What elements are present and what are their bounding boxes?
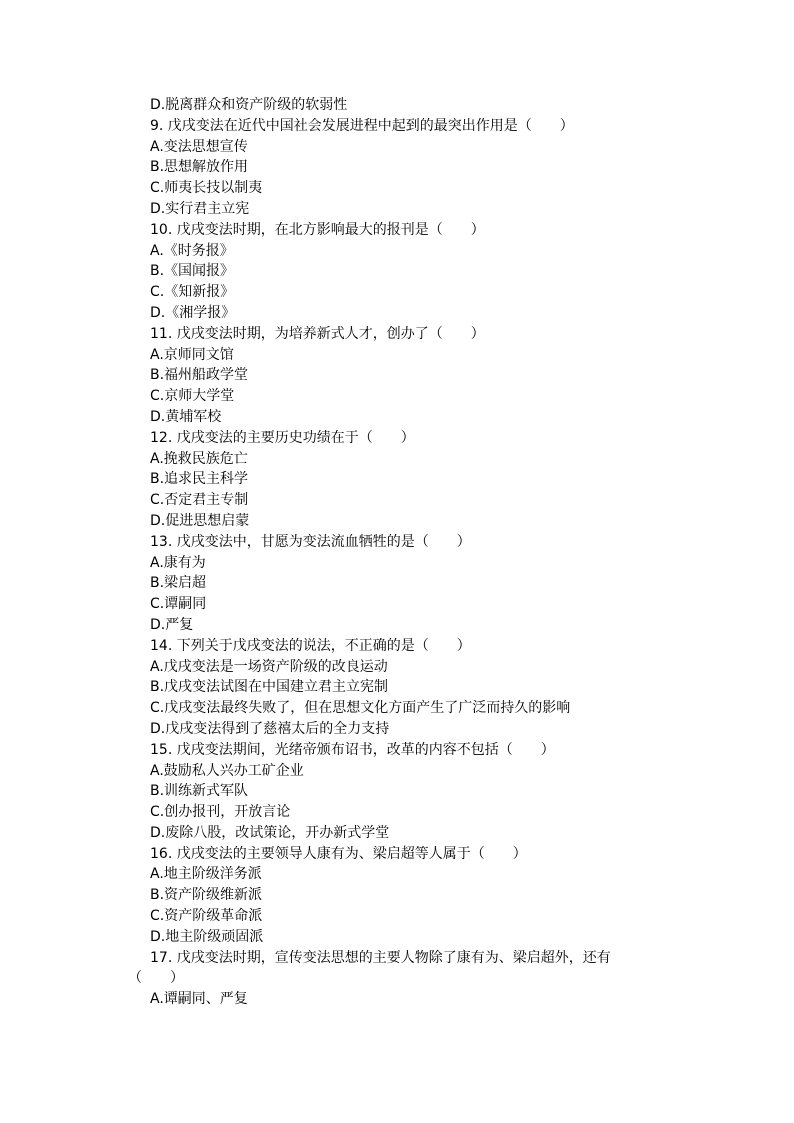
answer-option: A.鼓励私人兴办工矿企业 <box>150 762 304 779</box>
answer-option: C.《知新报》 <box>150 284 235 301</box>
answer-option: D.严复 <box>150 616 194 633</box>
answer-option: C.创办报刊，开放言论 <box>150 804 291 821</box>
answer-option: B.戊戌变法试图在中国建立君主立宪制 <box>150 679 389 696</box>
question-stem: 15. 戊戌变法期间，光绪帝颁布诏书，改革的内容不包括（ ） <box>150 741 555 758</box>
answer-option: D.促进思想启蒙 <box>150 512 250 529</box>
answer-option: D.《湘学报》 <box>150 304 236 321</box>
answer-option: D.黄埔军校 <box>150 408 222 425</box>
answer-option: C.师夷长技以制夷 <box>150 180 263 197</box>
question-stem: 13. 戊戌变法中，甘愿为变法流血牺牲的是（ ） <box>150 533 471 550</box>
answer-option: B.《国闻报》 <box>150 263 235 280</box>
answer-option: A.京师同文馆 <box>150 346 234 363</box>
answer-option: D.脱离群众和资产阶级的软弱性 <box>150 97 348 113</box>
question-stem: 16. 戊戌变法的主要领导人康有为、梁启超等人属于（ ） <box>150 845 527 862</box>
answer-option: D.废除八股，改试策论，开办新式学堂 <box>150 824 390 841</box>
answer-option: A.康有为 <box>150 554 206 571</box>
answer-option: C.资产阶级革命派 <box>150 908 263 925</box>
answer-option: B.训练新式军队 <box>150 783 249 800</box>
answer-option: A.戊戌变法是一场资产阶级的改良运动 <box>150 658 388 675</box>
answer-option: C.谭嗣同 <box>150 596 207 613</box>
question-stem: 11. 戊戌变法时期，为培养新式人才，创办了（ ） <box>150 325 485 342</box>
answer-option: A.《时务报》 <box>150 242 234 259</box>
question-stem-continuation: （ ） <box>128 970 184 987</box>
question-stem: 9. 戊戌变法在近代中国社会发展进程中起到的最突出作用是（ ） <box>150 117 574 134</box>
question-list <box>128 95 710 1010</box>
question-stem: 17. 戊戌变法时期，宣传变法思想的主要人物除了康有为、梁启超外，还有 <box>150 949 611 966</box>
answer-option: B.追求民主科学 <box>150 471 249 488</box>
answer-option: C.戊戌变法最终失败了，但在思想文化方面产生了广泛而持久的影响 <box>150 700 571 717</box>
answer-option: A.挽救民族危亡 <box>150 450 248 467</box>
answer-option: D.实行君主立宪 <box>150 200 250 217</box>
answer-option: D.地主阶级顽固派 <box>150 928 264 945</box>
answer-option: B.福州船政学堂 <box>150 367 249 384</box>
question-stem: 12. 戊戌变法的主要历史功绩在于（ ） <box>150 429 415 446</box>
answer-option: D.戊戌变法得到了慈禧太后的全力支持 <box>150 720 390 737</box>
answer-option: A.变法思想宣传 <box>150 138 248 155</box>
question-stem: 10. 戊戌变法时期，在北方影响最大的报刊是（ ） <box>150 221 485 238</box>
answer-option: B.梁启超 <box>150 575 207 592</box>
answer-option: C.否定君主专制 <box>150 492 249 509</box>
question-stem: 14. 下列关于戊戌变法的说法，不正确的是（ ） <box>150 637 471 654</box>
answer-option: C.京师大学堂 <box>150 388 235 405</box>
answer-option: B.资产阶级维新派 <box>150 887 263 904</box>
answer-option: A.地主阶级洋务派 <box>150 866 262 883</box>
answer-option: A.谭嗣同、严复 <box>150 991 248 1008</box>
answer-option: B.思想解放作用 <box>150 159 249 176</box>
